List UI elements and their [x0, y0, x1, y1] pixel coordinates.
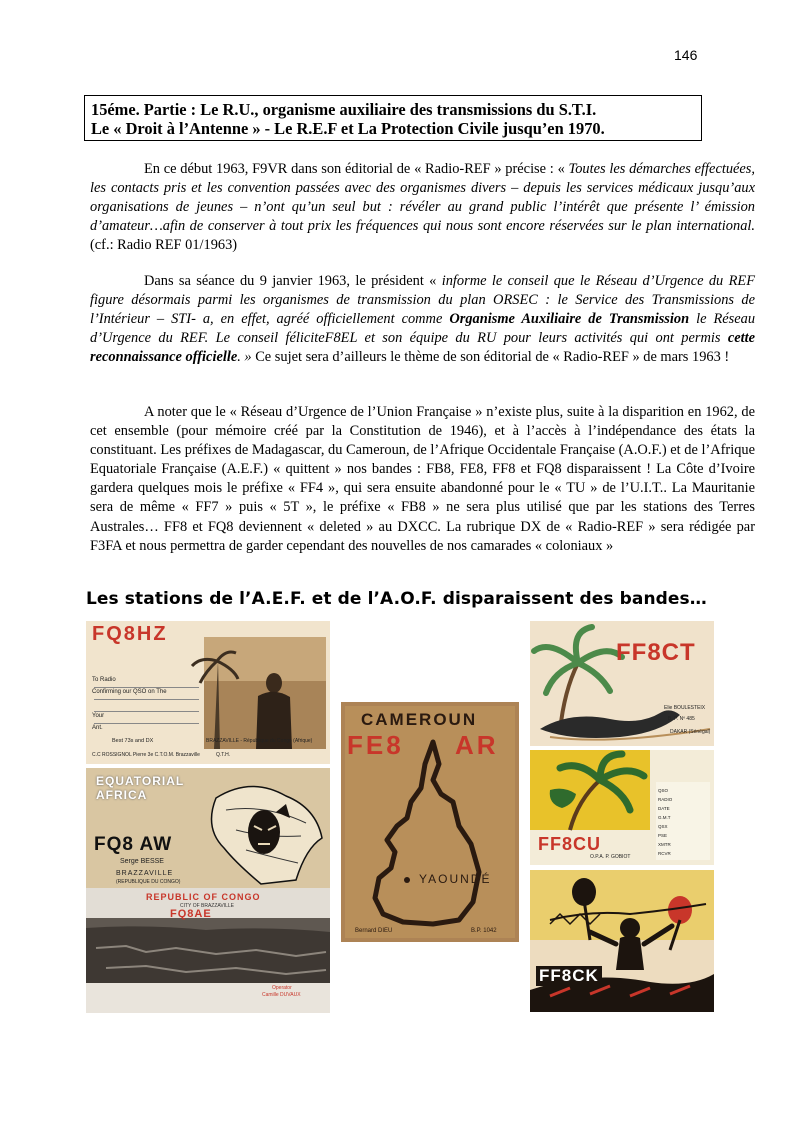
fe8ar-country: CAMEROUN — [361, 710, 478, 729]
ff8ct-operator: Elie BOULESTEIX — [664, 705, 706, 711]
ff8cu-field: RADIO — [658, 797, 673, 802]
fq8hz-operator: C.C ROSSIGNOL Pierre 3e C.T.O.M. Brazzaville — [92, 752, 200, 758]
p2-tail: Ce sujet sera d’ailleurs le thème de son éditorial de « Radio-REF » de mars 1963 ! — [251, 349, 730, 366]
fq8aw-country: (REPUBLIQUE DU CONGO) — [116, 879, 181, 885]
fq8hz-footer: Best 73s and DX — [112, 738, 154, 744]
fq8hz-ant: Ant. — [92, 725, 103, 731]
p2-bold-2: cette reconnaissance officielle — [90, 330, 755, 366]
p1-intro: En ce début 1963, F9VR dans son éditorial de « Radio-REF » précise : « — [144, 161, 569, 177]
title-line-2: Le « Droit à l’Antenne » - Le R.E.F et La Protection Civile jusqu’en 1970. — [91, 119, 605, 138]
ff8cu-field: DATE — [658, 806, 670, 811]
qsl-card-ff8ck — [530, 870, 714, 1012]
fq8hz-to-radio: To Radio — [92, 677, 116, 683]
fe8ar-bp: B.P. 1042 — [471, 928, 497, 934]
ff8cu-field: G.M.T — [658, 815, 671, 820]
ff8cu-operator: O.P.A. P. GOBIOT — [590, 854, 631, 860]
section-heading: Les stations de l’A.E.F. et de l’A.O.F. disparaissent des bandes… — [86, 589, 707, 609]
ff8ct-callsign: FF8CT — [616, 639, 696, 666]
p1-quote: Toutes les démarches effectuées, les contacts pris et les convention passées avec des organismes divers – depuis les services médicaux jusqu’aux organisations de jeunes – n’ont qu’un seul but : révéler au grand public l’intérêt que présente l’ émission d’amateur…afin de conserver à tout prix les fréquences qui nous sont encore réservées sur le plan international. — [90, 161, 755, 235]
fq8hz-your: Your — [92, 713, 105, 719]
qsl-card-fq8ae — [86, 888, 330, 1013]
fq8hz-confirming: Confirming our QSO on The — [92, 689, 167, 695]
p2-bold-1: Organisme Auxiliaire de Transmission — [449, 311, 690, 328]
fe8ar-city: YAOUNDÉ — [419, 872, 492, 886]
p2-quote-1: informe le conseil que le Réseau d’Urgence du REF figure désormais parmi les organismes de transmission du plan ORSEC : le Service des Transmissions de l’Intérieur – STI- a, en effet, agréé officiellement comme — [90, 273, 755, 328]
paragraph-2 — [90, 272, 755, 367]
ff8cu-callsign: FF8CU — [538, 834, 601, 854]
fq8ae-republic: REPUBLIC OF CONGO — [146, 892, 261, 902]
p2-quote-2: le Réseau d’Urgence du REF. Le conseil féliciteF8EL et son équipe du RU pour leurs activités qui ont permis — [90, 311, 756, 347]
fq8aw-city: BRAZZAVILLE — [116, 870, 174, 877]
ff8cu-field: RCVR — [658, 851, 671, 856]
fq8ae-callsign: FQ8AE — [170, 908, 212, 920]
qsl-card-fq8aw — [86, 768, 330, 888]
fq8ae-city: CITY OF BRAZZAVILLE — [180, 903, 234, 909]
fq8aw-callsign: FQ8 AW — [94, 834, 173, 855]
fe8ar-callsign-suffix: AR — [455, 730, 499, 760]
fq8aw-region: EQUATORIAL AFRICA — [96, 774, 185, 802]
fq8hz-callsign: FQ8HZ — [92, 623, 168, 645]
qsl-card-ff8cu — [530, 750, 714, 865]
fq8ae-operator-name: Camille DUVAUX — [262, 992, 301, 998]
ff8cu-field: QSX — [658, 824, 668, 829]
fq8ae-operator-label: Operator — [272, 985, 292, 991]
page-number: 146 — [674, 47, 698, 63]
fe8ar-operator: Bernard DIEU — [355, 928, 393, 934]
p2-quote-3: . » — [237, 349, 252, 366]
ff8ct-bp: B. P. Nº 485 — [668, 716, 695, 722]
ff8ct-place: DAKAR (Sénégal) — [670, 729, 711, 735]
ff8cu-fields — [658, 786, 672, 858]
fq8hz-qth: Q.T.H. — [216, 752, 231, 758]
fe8ar-callsign-prefix: FE8 — [347, 730, 404, 760]
p1-ref: (cf.: Radio REF 01/1963) — [90, 237, 238, 254]
ff8ck-callsign: FF8CK — [536, 966, 602, 986]
paragraph-3 — [90, 403, 755, 556]
qsl-card-fq8hz — [86, 621, 330, 764]
title-line-1: 15éme. Partie : Le R.U., organisme auxiliaire des transmissions du S.T.I. — [91, 100, 597, 119]
fq8hz-place: BRAZZAVILLE - République du Congo (Afrique) — [206, 738, 313, 744]
p2-intro: Dans sa séance du 9 janvier 1963, le président « — [144, 273, 442, 289]
ff8cu-field: PSE — [658, 833, 668, 838]
ff8cu-field: XMTR — [658, 842, 671, 847]
qsl-card-fe8ar — [341, 702, 519, 942]
section-title-box — [84, 95, 702, 141]
p3-text: A noter que le « Réseau d’Urgence de l’Union Française » n’existe plus, suite à la disparition en 1962, de cet ensemble (pour mémoire créé par la Constitution de 1946), et à l’accès à l’indépendance des états la constituant. Les préfixes de Madagascar, du Cameroun, de l’Afrique Occidentale Française (A.O.F.) et de l’Afrique Equatoriale Française (A.E.F.) « quittent » nos bandes : FB8, FE8, FF8 et FQ8 disparaissent ! La Côte d’Ivoire gardera quelques mois le préfixe « FF4 », qui sera ensuite abandonné pour le « TU » de l’U.I.T.. La Mauritanie sera de même « FF7 » puis « 5T », le préfixe « FB8 » ne sera plus utilisé que par les stations des Terres Australes… FF8 et FQ8 deviennent « deleted » au DXCC. La rubrique DX de « Radio-REF » sera rédigée par F3FA et nous permettra de garder cependant des nouvelles de nos camarades « coloniaux » — [90, 404, 755, 554]
qsl-card-ff8ct — [530, 621, 714, 746]
ff8cu-field: QSO — [658, 788, 669, 793]
paragraph-1 — [90, 160, 755, 255]
fq8aw-operator: Serge BESSE — [120, 858, 164, 865]
